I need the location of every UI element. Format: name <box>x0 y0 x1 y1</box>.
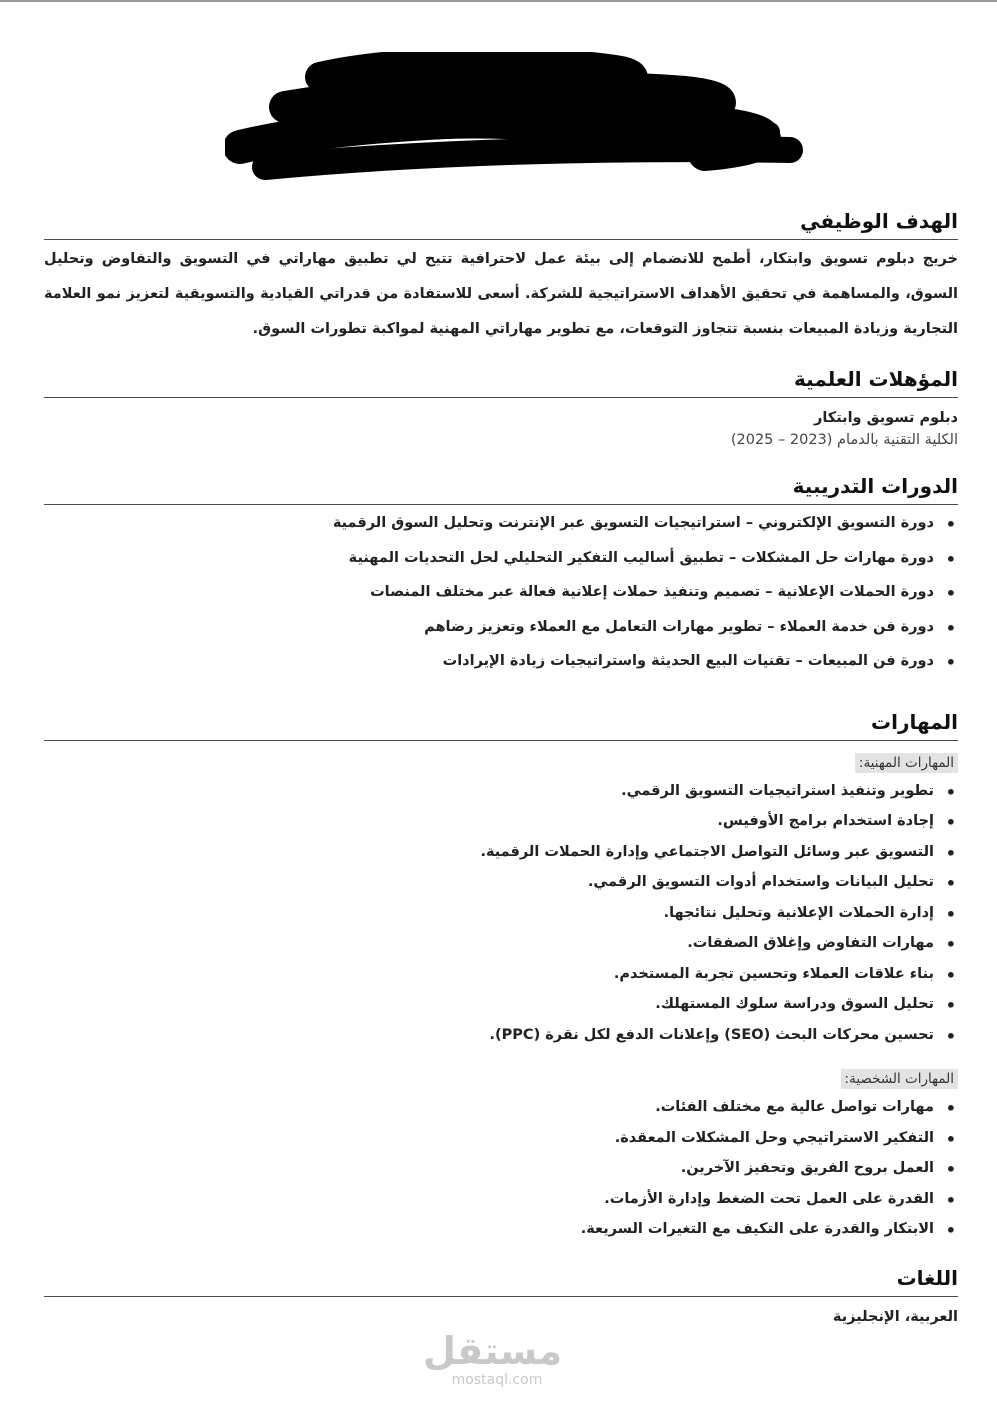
course-item: • دورة فن خدمة العملاء – تطوير مهارات التعامل مع العملاء وتعزيز رضاهم <box>44 619 934 654</box>
skill-item: • التسويق عبر وسائل التواصل الاجتماعي وإدارة الحملات الرقمية. <box>44 844 934 875</box>
skill-item: • بناء علاقات العملاء وتحسين تجربة المستخدم. <box>44 966 934 997</box>
college-name: الكلية التقنية بالدمام (2023 – 2025) <box>730 432 958 448</box>
skill-item: • تحليل البيانات واستخدام أدوات التسويق الرقمي. <box>44 874 934 905</box>
degree-name: دبلوم تسويق وابتكار <box>814 410 958 426</box>
skill-item: • الابتكار والقدرة على التكيف مع التغيرات السريعة. <box>44 1221 934 1252</box>
skill-item: • تطوير وتنفيذ استراتيجيات التسويق الرقمي. <box>44 783 934 814</box>
skill-item: • التفكير الاستراتيجي وحل المشكلات المعقدة. <box>44 1130 934 1161</box>
personal-skills-heading: المهارات الشخصية: <box>841 1069 958 1089</box>
course-item: • دورة مهارات حل المشكلات – تطبيق أساليب التفكير التحليلي لحل التحديات المهنية <box>44 550 934 585</box>
skills-title: المهارات <box>44 706 958 741</box>
skill-item: • مهارات التفاوض وإغلاق الصفقات. <box>44 935 934 966</box>
professional-skills-heading: المهارات المهنية: <box>855 753 958 773</box>
personal-skills-list <box>44 1099 958 1252</box>
skill-item: • مهارات تواصل عالية مع مختلف الفئات. <box>44 1099 934 1130</box>
skill-item: • إدارة الحملات الإعلانية وتحليل نتائجها. <box>44 905 934 936</box>
languages-text: العربية، الإنجليزية <box>832 1308 958 1325</box>
course-item: • دورة فن المبيعات – تقنيات البيع الحديثة واستراتيجيات زيادة الإيرادات <box>44 653 934 688</box>
education-title: المؤهلات العلمية <box>44 363 958 398</box>
skill-item: • تحليل السوق ودراسة سلوك المستهلك. <box>44 996 934 1027</box>
watermark-url: mostaql.com <box>451 1372 543 1388</box>
course-item: • دورة الحملات الإعلانية – تصميم وتنفيذ حملات إعلانية فعالة عبر مختلف المنصات <box>44 584 934 619</box>
objective-title: الهدف الوظيفي <box>44 205 958 240</box>
resume-page <box>44 205 958 1325</box>
redaction-scribble <box>225 52 810 187</box>
top-border <box>0 0 997 2</box>
courses-list <box>44 515 958 688</box>
skill-item: • إجادة استخدام برامج الأوفيس. <box>44 813 934 844</box>
mostaql-watermark <box>423 1329 562 1388</box>
objective-text: خريج دبلوم تسويق وابتكار، أطمح للانضمام إلى بيئة عمل لاحترافية تتيح لي تطبيق مهاراتي في التسويق والتفاوض وتحليل السوق، والمساهمة في تحقيق الأهداف الاستراتيجية للشركة. أسعى للاستفادة من قدراتي القيادية والتسويقية لتعزيز نمو العلامة التجارية وزيادة المبيعات بنسبة تتجاوز التوقعات، مع تطوير مهاراتي المهنية لمواكبة تطورات السوق. <box>44 251 958 337</box>
skill-item: • القدرة على العمل تحت الضغط وإدارة الأزمات. <box>44 1191 934 1222</box>
skill-item: • العمل بروح الفريق وتحفيز الآخرين. <box>44 1160 934 1191</box>
watermark-logo: مستقل <box>423 1329 562 1373</box>
skill-item: • تحسين محركات البحث (SEO) وإعلانات الدفع لكل نقرة (PPC). <box>44 1027 934 1058</box>
professional-skills-list <box>44 783 958 1058</box>
course-item: • دورة التسويق الإلكتروني – استراتيجيات التسويق عبر الإنترنت وتحليل السوق الرقمية <box>44 515 934 550</box>
languages-title: اللغات <box>44 1262 958 1297</box>
courses-title: الدورات التدريبية <box>44 470 958 505</box>
